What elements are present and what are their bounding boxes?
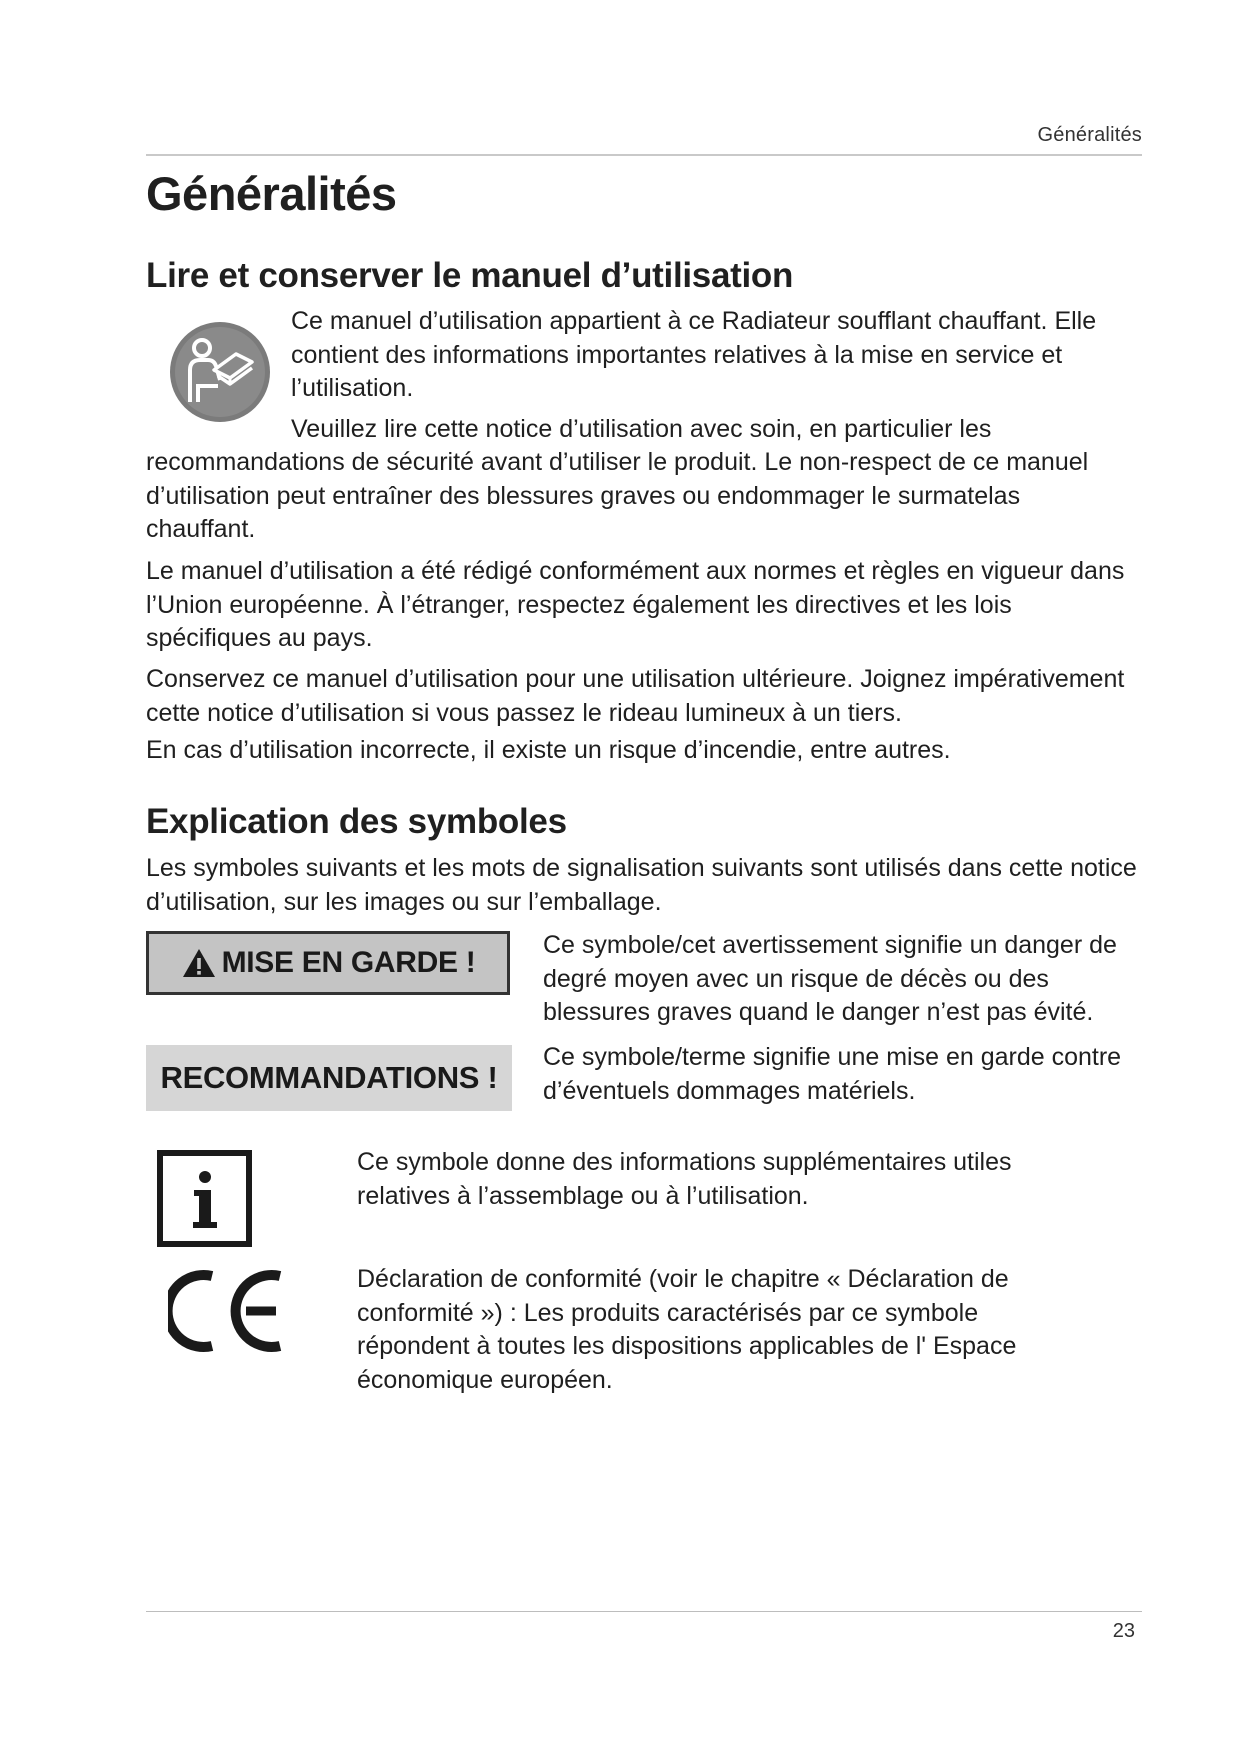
read-manual-icon bbox=[168, 320, 272, 424]
read-paragraph-1: Ce manuel d’utilisation appartient à ce Radiateur soufflant chauffant. Elle contient des informations importantes relatives à la mise en service et l’utilisation. bbox=[291, 307, 1097, 402]
footer-rule bbox=[146, 1611, 1142, 1612]
warning-label-box bbox=[146, 931, 510, 995]
read-paragraph-4: Conservez ce manuel d’utilisation pour une utilisation ultérieure. Joignez impérativement cette notice d’utilisation si vous passez le rideau lumineux à un tiers. bbox=[146, 665, 1125, 727]
header-rule bbox=[146, 154, 1142, 156]
ce-mark-icon bbox=[168, 1268, 286, 1354]
read-paragraph-5: En cas d’utilisation incorrecte, il existe un risque d’incendie, entre autres. bbox=[146, 736, 951, 764]
warning-label: MISE EN GARDE ! bbox=[221, 946, 476, 979]
warning-triangle-icon bbox=[181, 947, 217, 979]
page-number: 23 bbox=[1112, 1620, 1135, 1642]
ce-description: Déclaration de conformité (voir le chapitre « Déclaration de conformité ») : Les produits caractérisés par ce symbole répondent à toutes les dispositions applicables de l' Espace économique européen. bbox=[357, 1265, 1017, 1394]
recommendations-label-box bbox=[146, 1045, 512, 1111]
running-header: Généralités bbox=[1037, 124, 1142, 146]
warning-description: Ce symbole/cet avertissement signifie un danger de degré moyen avec un risque de décès ou des blessures graves quand le danger n’est pas évité. bbox=[543, 931, 1117, 1026]
read-paragraph-2-indent: Veuillez lire cette notice d’utilisation avec soin, en particulier les bbox=[291, 415, 992, 443]
section-heading-read-manual: Lire et conserver le manuel d’utilisation bbox=[146, 256, 794, 295]
info-description: Ce symbole donne des informations supplémentaires utiles relatives à l’assemblage ou à l’utilisation. bbox=[357, 1148, 1012, 1210]
section-heading-symbols: Explication des symboles bbox=[146, 802, 567, 841]
page-title: Généralités bbox=[146, 167, 397, 220]
symbols-intro: Les symboles suivants et les mots de signalisation suivants sont utilisés dans cette notice d’utilisation, sur les images ou sur l’emballage. bbox=[146, 854, 1137, 916]
read-paragraph-2: recommandations de sécurité avant d’utiliser le produit. Le non-respect de ce manuel d’utilisation peut entraîner des blessures graves ou endommager le surmatelas chauffant. bbox=[146, 448, 1089, 543]
read-paragraph-3: Le manuel d’utilisation a été rédigé conformément aux normes et règles en vigueur dans l’Union européenne. À l’étranger, respectez également les directives et les lois spécifiques au pays. bbox=[146, 557, 1125, 652]
recommendations-label: RECOMMANDATIONS ! bbox=[160, 1060, 498, 1095]
info-icon bbox=[157, 1150, 252, 1247]
recommendations-description: Ce symbole/terme signifie une mise en garde contre d’éventuels dommages matériels. bbox=[543, 1043, 1122, 1105]
